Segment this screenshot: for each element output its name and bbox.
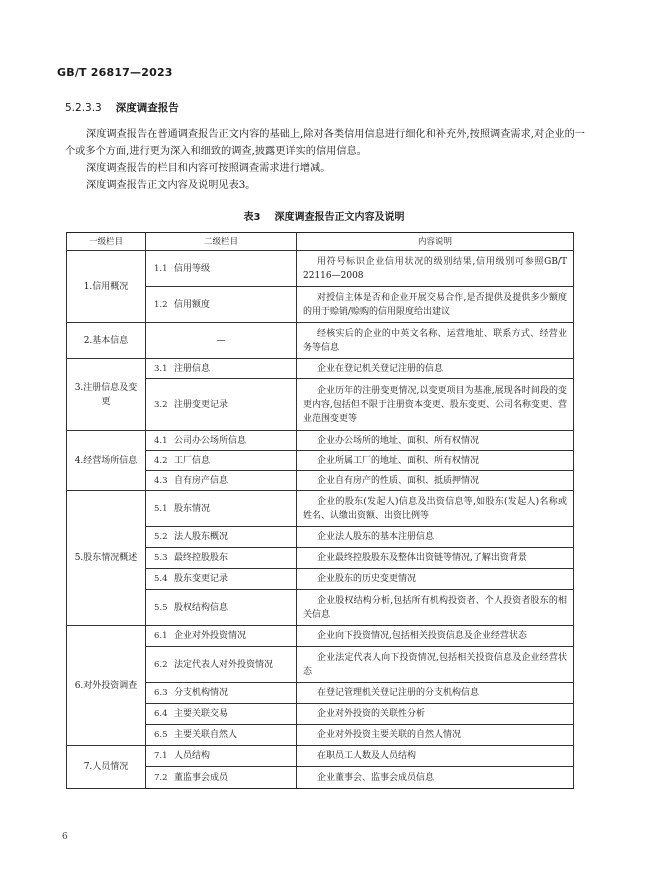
level2-number: 6.2	[146, 647, 171, 683]
paragraph: 深度调查报告在普通调查报告正文内容的基础上,除对各类信用信息进行细化和补充外,按照调查需求,对企业的一个或多个方面,进行更为深入和细致的调查,披露更详实的信用信息。	[65, 129, 585, 157]
level2-name: 信用额度	[170, 287, 297, 323]
level2-name: 分支机构情况	[170, 683, 297, 704]
table-header-row	[67, 233, 574, 251]
level2-number: 1.2	[146, 287, 171, 323]
level2-name: 主要关联自然人	[170, 725, 297, 746]
level1-cell: 5.股东情况概述	[67, 491, 146, 626]
description-cell: 用符号标识企业信用状况的级别结果,信用级别可参照GB/T 22116—2008	[297, 251, 574, 287]
page-number: 6	[62, 832, 68, 842]
description-cell: 企业的股东(发起人)信息及出资信息等,如股东(发起人)名称或姓名、认缴出资额、出资比例等	[297, 491, 574, 527]
paragraph: 深度调查报告正文内容及说明见表3。	[86, 180, 256, 191]
description-cell: 企业法定代表人向下投资情况,包括相关投资信息及企业经营状态	[297, 647, 574, 683]
level1-cell: 2.基本信息	[67, 323, 146, 359]
table-row	[67, 491, 574, 527]
description-cell: 企业自有房产的性质、面积、抵质押情况	[297, 471, 574, 491]
header-level1: 一级栏目	[67, 233, 146, 251]
description-cell: 企业股权结构分析,包括所有机构投资者、个人投资者股东的相关信息	[297, 590, 574, 626]
table-row	[67, 251, 574, 287]
level2-number: 5.2	[146, 527, 171, 548]
level2-name: 董监事会成员	[170, 767, 297, 789]
table-caption-title: 深度调查报告正文内容及说明	[274, 212, 405, 223]
level2-number: 1.1	[146, 251, 171, 287]
description-cell: 企业对外投资的关联性分析	[297, 704, 574, 725]
level2-name: 注册变更记录	[170, 379, 297, 431]
description-cell: 经核实后的企业的中英文名称、运营地址、联系方式、经营业务等信息	[297, 323, 574, 359]
table-row	[67, 359, 574, 379]
level2-name: 法人股东概况	[170, 527, 297, 548]
table-row	[67, 626, 574, 647]
level2-name: 企业对外投资情况	[170, 626, 297, 647]
table-caption-number: 表3	[243, 212, 261, 223]
table-row	[67, 746, 574, 767]
level2-number: 7.2	[146, 767, 171, 789]
table-row	[67, 323, 574, 359]
level2-name: 工厂信息	[170, 451, 297, 471]
description-cell: 对授信主体是否和企业开展交易合作,是否提供及提供多少额度的用于赊销/赊购的信用限度给出建议	[297, 287, 574, 323]
level2-number: 4.1	[146, 431, 171, 451]
section-number: 5.2.3.3	[65, 102, 102, 114]
level2-name: 注册信息	[170, 359, 297, 379]
level1-cell: 1.信用概况	[67, 251, 146, 323]
level2-name: 人员结构	[170, 746, 297, 767]
level2-number: 5.1	[146, 491, 171, 527]
level2-number: 6.5	[146, 725, 171, 746]
level2-number: 4.3	[146, 471, 171, 491]
level2-name: 信用等级	[170, 251, 297, 287]
table-row	[67, 431, 574, 451]
description-cell: 企业董事会、监事会成员信息	[297, 767, 574, 789]
level2-number: 5.5	[146, 590, 171, 626]
description-cell: 在职员工人数及人员结构	[297, 746, 574, 767]
section-heading	[65, 100, 179, 115]
level2-number: 3.1	[146, 359, 171, 379]
standard-code: GB/T 26817—2023	[57, 66, 173, 79]
level2-name: 自有房产信息	[170, 471, 297, 491]
description-cell: 企业办公场所的地址、面积、所有权情况	[297, 431, 574, 451]
paragraph: 深度调查报告的栏目和内容可按照调查需求进行增减。	[86, 163, 331, 174]
description-cell: 企业最终控股股东及整体出资链等情况,了解出资背景	[297, 548, 574, 569]
level2-number: 7.1	[146, 746, 171, 767]
body-text	[65, 126, 585, 194]
description-cell: 在登记管理机关登记注册的分支机构信息	[297, 683, 574, 704]
level2-name: 股权结构信息	[170, 590, 297, 626]
level1-cell: 3.注册信息及变更	[67, 359, 146, 431]
description-cell: 企业向下投资情况,包括相关投资信息及企业经营状态	[297, 626, 574, 647]
level2-name: 股东情况	[170, 491, 297, 527]
description-cell: 企业所属工厂的地址、面积、所有权情况	[297, 451, 574, 471]
level1-cell: 6.对外投资调查	[67, 626, 146, 746]
level2-number: 4.2	[146, 451, 171, 471]
level2-number: 5.3	[146, 548, 171, 569]
level2-name: 法定代表人对外投资情况	[170, 647, 297, 683]
description-cell: 企业历年的注册变更情况,以变更项目为基准,展现各时间段的变更内容,包括但不限于注册资本变更、股东变更、公司名称变更、营业范围变更等	[297, 379, 574, 431]
level1-cell: 4.经营场所信息	[67, 431, 146, 491]
level2-number: 6.4	[146, 704, 171, 725]
section-title: 深度调查报告	[115, 102, 179, 114]
level2-name: 股东变更记录	[170, 569, 297, 590]
level2-number: 6.1	[146, 626, 171, 647]
header-description: 内容说明	[297, 233, 574, 251]
description-cell: 企业股东的历史变更情况	[297, 569, 574, 590]
level2-number: 6.3	[146, 683, 171, 704]
level2-name: 主要关联交易	[170, 704, 297, 725]
description-cell: 企业法人股东的基本注册信息	[297, 527, 574, 548]
description-cell: 企业对外投资主要关联的自然人情况	[297, 725, 574, 746]
level2-name: 公司办公场所信息	[170, 431, 297, 451]
table-caption	[0, 208, 648, 223]
content-table	[66, 232, 574, 789]
level2-cell: —	[146, 323, 297, 359]
header-level2: 二级栏目	[146, 233, 297, 251]
level2-number: 5.4	[146, 569, 171, 590]
level2-number: 3.2	[146, 379, 171, 431]
level1-cell: 7.人员情况	[67, 746, 146, 789]
description-cell: 企业在登记机关登记注册的信息	[297, 359, 574, 379]
level2-name: 最终控股股东	[170, 548, 297, 569]
